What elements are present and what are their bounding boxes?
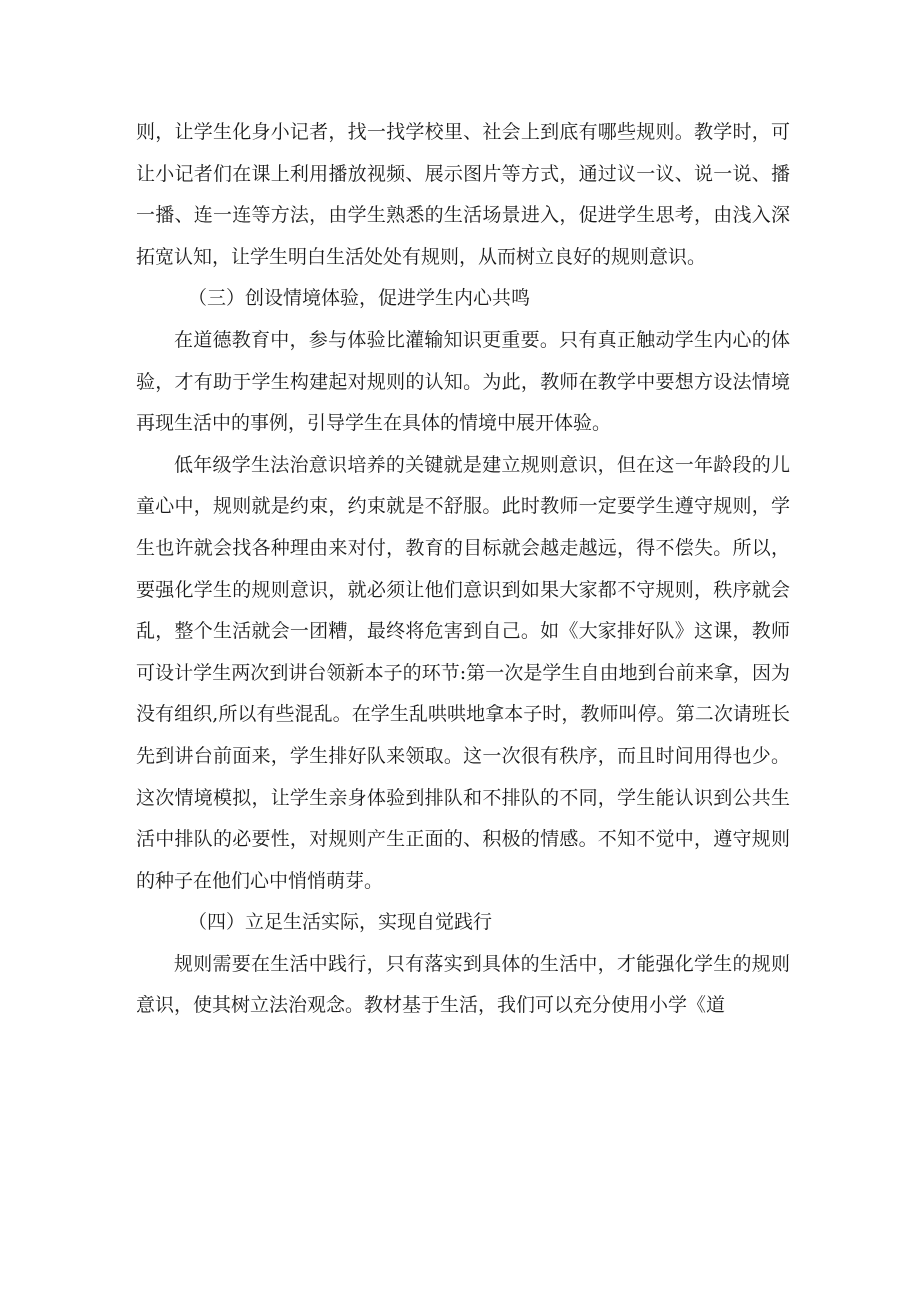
body-paragraph-moral-education: 在道德教育中，参与体验比灌输知识更重要。只有真正触动学生内心的体验，才有助于学生构建起对规则的认知。为此，教师在教学中要想方设法情境再现生活中的事例，引导学生在具体的情境中展开体验。 [136,328,790,435]
body-paragraph-rule-awareness: 低年级学生法治意识培养的关键就是建立规则意识，但在这一年龄段的儿童心中，规则就是约束，约束就是不舒服。此时教师一定要学生遵守规则，学生也许就会找各种理由来对付，教育的目标就会越走越远，得不偿失。所以，要强化学生的规则意识，就必须让他们意识到如果大家都不守规则，秩序就会乱，整个生活就会一团糟，最终将危害到自己。如《大家排好队》这课，教师可设计学生两次到讲台领新本子的环节:第一次是学生自由地到台前来拿，因为没有组织,所以有些混乱。在学生乱哄哄地拿本子时，教师叫停。第二次请班长先到讲台前面来，学生排好队来领取。这一次很有秩序，而且时间用得也少。这次情境模拟，让学生亲身体验到排队和不排队的不同，学生能认识到公共生活中排队的必要性，对规则产生正面的、积极的情感。不知不觉中，遵守规则的种子在他们心中悄悄萌芽。 [136,453,790,892]
text-column [136,112,790,1027]
section-heading-three: （三）创设情境体验，促进学生内心共鸣 [188,287,531,310]
body-paragraph-practice: 规则需要在生活中践行，只有落实到具体的生活中，才能强化学生的规则意识，使其树立法治观念。教材基于生活，我们可以充分使用小学《道 [136,952,790,1017]
body-paragraph-continuation: 则，让学生化身小记者，找一找学校里、社会上到底有哪些规则。教学时，可让小记者们在课上利用播放视频、展示图片等方式，通过议一议、说一说、播一播、连一连等方法，由学生熟悉的生活场景进入，促进学生思考，由浅入深拓宽认知，让学生明白生活处处有规则，从而树立良好的规则意识。 [136,121,790,268]
section-heading-four: （四）立足生活实际，实现自觉践行 [188,911,493,934]
